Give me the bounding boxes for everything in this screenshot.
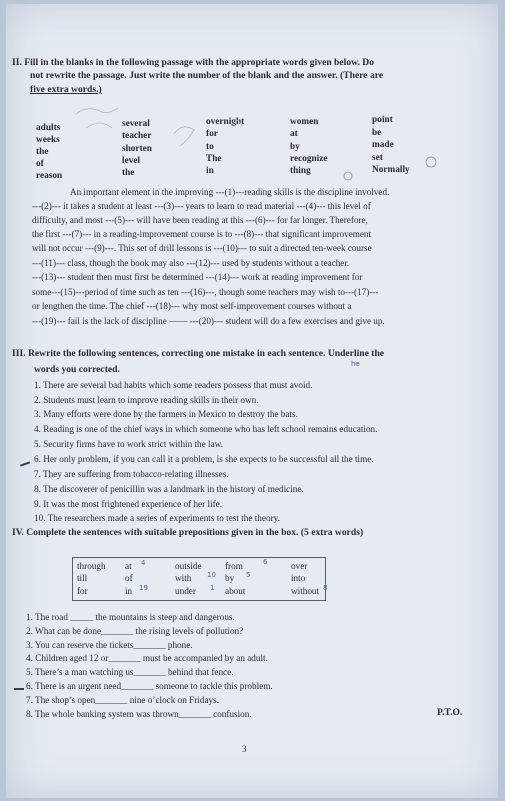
word-item: overnight bbox=[206, 117, 245, 127]
prep-word: into bbox=[291, 573, 306, 583]
word-item: made bbox=[372, 140, 394, 150]
page-number: 3 bbox=[242, 744, 247, 754]
word-item: to bbox=[206, 141, 214, 152]
prep-word: through bbox=[77, 561, 106, 571]
check-mark bbox=[20, 461, 30, 466]
word-item: level bbox=[122, 155, 141, 166]
prep-word: by bbox=[225, 573, 235, 583]
s4-sentence-1: 1. The road _____ the mountains is steep and dangerous. bbox=[26, 612, 235, 622]
prep-word: under bbox=[175, 586, 196, 596]
prep-word: over bbox=[291, 561, 308, 571]
handwritten-mark: 5 bbox=[246, 571, 251, 579]
passage-line-1: An important element in the improving ---(1)---reading skills is the discipline involved. bbox=[70, 187, 390, 197]
section-3-heading-line-2: words you corrected. bbox=[34, 364, 120, 375]
preposition-box bbox=[72, 557, 326, 601]
handwritten-mark: 8 bbox=[323, 584, 328, 592]
s4-sentence-3: 3. You can reserve the tickets_______ phone. bbox=[26, 640, 193, 650]
passage-line-9: or lengthen the time. The chief ---(18)--- why most self-improvement courses without a bbox=[32, 301, 352, 311]
prep-word: till bbox=[77, 573, 88, 583]
s4-sentence-4: 4. Children aged 12 or_______ must be accompanied by an adult. bbox=[26, 653, 268, 663]
passage-line-5: will not occur ---(9)---. This set of drill lessons is ---(10)--- to suit a directed ten-week course bbox=[32, 243, 372, 253]
word-item: the bbox=[122, 168, 135, 179]
word-item: teacher bbox=[122, 131, 152, 142]
section-3-heading-line-1: III. Rewrite the following sentences, correcting one mistake in each sentence. Underline the bbox=[12, 348, 385, 359]
passage-line-4: the first ---(7)--- in a reading-improvement course is to ---(8)--- that significant improvement bbox=[32, 229, 372, 239]
s3-sentence-9: 9. It was the most frightened experience of her life. bbox=[34, 499, 223, 509]
word-item: point bbox=[372, 115, 393, 125]
s4-sentence-6: 6. There is an urgent need_______ someone to tackle this problem. bbox=[26, 681, 273, 691]
s4-sentence-5: 5. There’s a man watching us_______ behind that fence. bbox=[26, 667, 234, 677]
word-item: several bbox=[122, 119, 150, 129]
handwritten-note: he bbox=[351, 360, 360, 368]
word-item: be bbox=[372, 127, 382, 138]
prep-word: in bbox=[125, 586, 133, 596]
word-item: of bbox=[36, 159, 44, 169]
handwritten-mark: 1 bbox=[210, 584, 215, 592]
handwritten-mark: 10 bbox=[207, 571, 216, 579]
s3-sentence-7: 7. They are suffering from tobacco-relating illnesses. bbox=[34, 469, 229, 479]
s4-sentence-2: 2. What can be done_______ the rising levels of pollution? bbox=[26, 626, 244, 636]
prep-word: without bbox=[291, 586, 320, 596]
prep-word: of bbox=[125, 573, 133, 583]
word-item: in bbox=[206, 166, 214, 177]
section-4-heading: IV. Complete the sentences with suitable prepositions given in the box. (5 extra words) bbox=[12, 527, 364, 538]
s3-sentence-3: 3. Many efforts were done by the farmers in Mexico to destroy the bats. bbox=[34, 409, 298, 419]
word-item: at bbox=[290, 129, 298, 140]
word-item: for bbox=[206, 129, 218, 140]
passage-line-2: ---(2)--- it takes a student at least ---(3)--- years to learn to read material ---(4)--- this level of bbox=[32, 201, 371, 211]
word-item: reason bbox=[36, 171, 63, 181]
section-2-heading-line-1: II. Fill in the blanks in the following passage with the appropriate words given below. Do bbox=[12, 57, 375, 68]
passage-line-6: ---(11)--- class, though the book may also ---(12)--- used by students without a teacher. bbox=[32, 258, 350, 268]
word-item: the bbox=[36, 147, 49, 157]
word-item: Normally bbox=[372, 165, 410, 175]
prep-word: about bbox=[225, 586, 246, 596]
dash-mark bbox=[14, 688, 24, 690]
handwritten-mark: 4 bbox=[141, 559, 146, 567]
prep-word: at bbox=[125, 561, 132, 571]
passage-line-10: ---(19)--- fail is the lack of discipline —— ---(20)--- student will do a few exercises and give up. bbox=[32, 316, 385, 326]
handwritten-mark: 6 bbox=[263, 558, 268, 566]
word-item: thing bbox=[290, 166, 311, 177]
word-item: weeks bbox=[36, 135, 60, 145]
passage-line-3: difficulty, and most ---(5)--- will have been reading at this ---(6)--- for far longer. Therefore, bbox=[32, 215, 368, 225]
passage-line-7: ---(13)--- student then must first be determined ---(14)--- work at reading improvement for bbox=[32, 272, 363, 282]
word-item: by bbox=[290, 141, 300, 152]
passage-line-8: some---(15)---period of time such as ten ---(16)---, though some teachers may wish to---(17)--- bbox=[32, 287, 379, 297]
s4-sentence-7: 7. The shop’s open_______ nine o’clock on Fridays. bbox=[26, 695, 219, 705]
word-item: shorten bbox=[122, 143, 152, 154]
s3-sentence-2: 2. Students must learn to improve reading skills in their own. bbox=[34, 395, 259, 405]
s3-sentence-5: 5. Security firms have to work strict within the law. bbox=[34, 439, 223, 449]
pencil-scribbles bbox=[26, 100, 466, 184]
s3-sentence-1: 1. There are several bad habits which some readers possess that must avoid. bbox=[34, 380, 313, 390]
prep-word: with bbox=[175, 573, 192, 583]
word-item: recognize bbox=[290, 153, 328, 164]
s3-sentence-8: 8. The discoverer of penicillin was a landmark in the history of medicine. bbox=[34, 484, 304, 494]
s3-sentence-6: 6. Her only problem, if you can call it a problem, is she expects to be successful all the time. bbox=[34, 454, 374, 464]
prep-word: outside bbox=[175, 561, 202, 571]
prep-word: from bbox=[225, 561, 243, 571]
handwritten-mark: 19 bbox=[139, 584, 148, 592]
word-item: The bbox=[206, 153, 222, 164]
word-item: women bbox=[290, 117, 319, 127]
section-2-heading-line-2: not rewrite the passage. Just write the number of the blank and the answer. (There are bbox=[30, 70, 384, 81]
prep-word: for bbox=[77, 586, 88, 596]
s3-sentence-10: 10. The researchers made a series of experiments to test the theory. bbox=[34, 513, 280, 523]
section-2-heading-line-3: five extra words.) bbox=[30, 84, 102, 95]
word-item: adults bbox=[36, 123, 61, 133]
exam-page bbox=[6, 4, 498, 798]
pto-label: P.T.O. bbox=[437, 707, 463, 718]
s4-sentence-8: 8. The whole banking system was thrown_______ confusion. bbox=[26, 709, 252, 719]
word-item: set bbox=[372, 152, 383, 163]
s3-sentence-4: 4. Reading is one of the chief ways in which someone who has left school remains education. bbox=[34, 424, 378, 434]
